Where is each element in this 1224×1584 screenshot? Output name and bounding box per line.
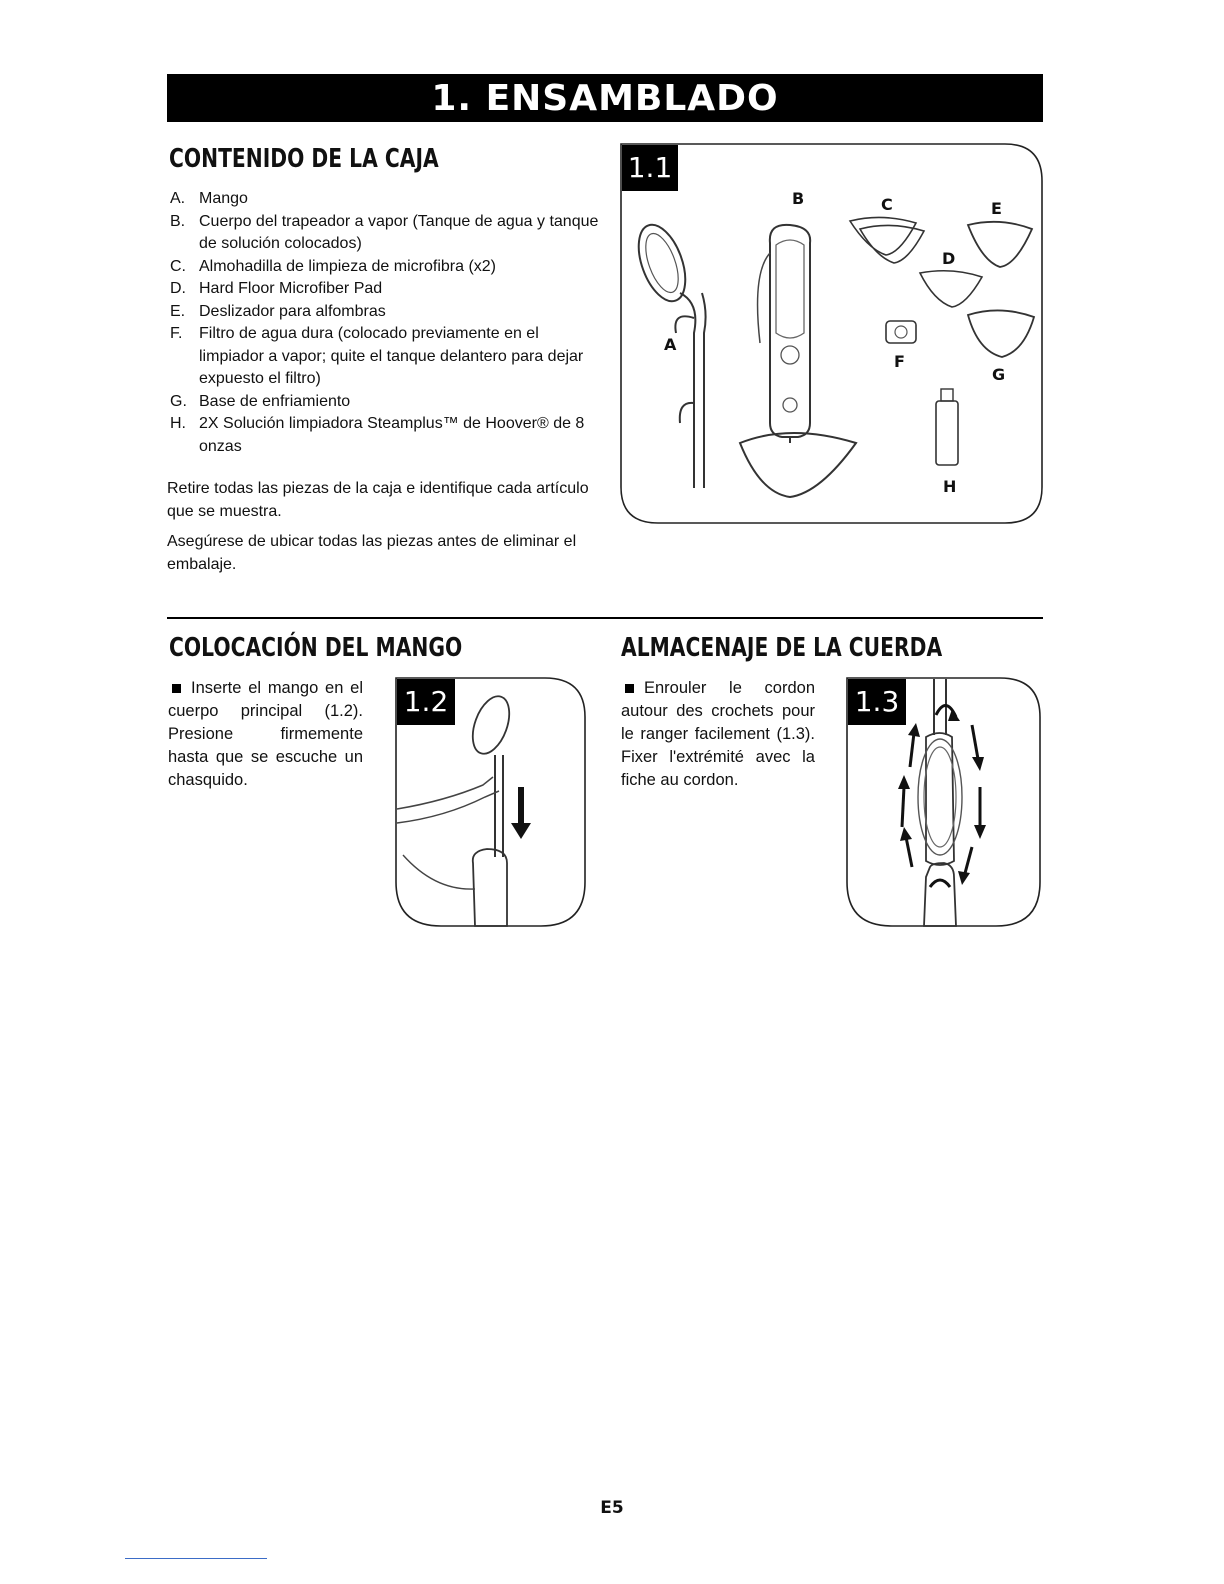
list-item: C. Almohadilla de limpieza de microfibra (x2) [170,257,497,275]
figure-box-contents [620,143,1044,525]
figure-tag: 1.2 [397,679,455,725]
contents-heading: CONTENIDO DE LA CAJA [169,144,439,174]
handle-instructions: Inserte el mango en el cuerpo principal (1.2). Presione firmemente hasta que se escuche un chasquido. [168,679,363,789]
bullet-icon [172,684,181,693]
contents-illustration [620,143,1044,525]
callout-c: C [881,195,893,214]
callout-a: A [664,335,677,354]
list-item: A. Mango [170,190,248,207]
page-number: E5 [600,1498,624,1518]
callout-b: B [792,189,805,208]
figure-tag: 1.1 [622,145,678,191]
callout-e: E [991,199,1002,218]
list-item: F. Filtro de agua dura (colocado previamente en el limpiador a vapor; quite el tanque delantero para dejar expuesto el filtro) [170,325,584,387]
callout-f: F [894,352,905,371]
contents-list [170,188,600,458]
figure-box-cord [846,677,1042,928]
callout-h: H [943,477,957,496]
callout-g: G [992,365,1006,384]
handle-heading: COLOCACIÓN DEL MANGO [169,633,463,663]
list-item: G. Base de enfriamiento [170,392,351,410]
callout-d: D [942,249,956,268]
identify-paragraph: Retire todas las piezas de la caja e identifique cada artículo que se muestra. [167,480,589,520]
list-item: B. Cuerpo del trapeador a vapor (Tanque de agua y tanque de solución colocados) [170,212,599,252]
bullet-icon [625,684,634,693]
cord-heading: ALMACENAJE DE LA CUERDA [621,633,943,663]
packaging-paragraph: Asegúrese de ubicar todas las piezas antes de eliminar el embalaje. [167,533,577,573]
section-banner: 1. ENSAMBLADO [167,74,1043,122]
figure-tag: 1.3 [848,679,906,725]
list-item: H. 2X Solución limpiadora Steamplus™ de Hoover® de 8 onzas [170,415,585,455]
section-divider [167,617,1043,619]
footer-line [125,1558,267,1559]
list-item: E. Deslizador para alfombras [170,302,386,320]
figure-box-handle [395,677,587,928]
list-item: D. Hard Floor Microfiber Pad [170,280,383,297]
cord-instructions: Enrouler le cordon autour des crochets pour le ranger facilement (1.3). Fixer l'extrémité avec la fiche au cordon. [621,679,815,789]
